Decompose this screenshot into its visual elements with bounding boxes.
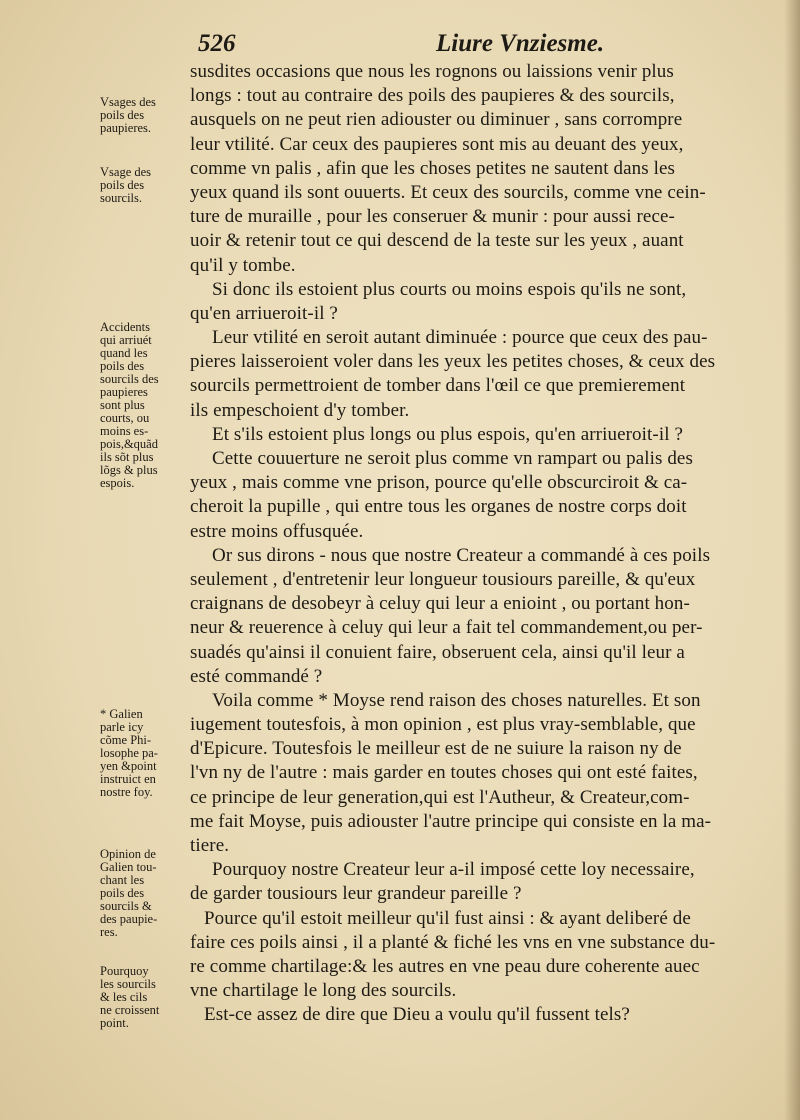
text-line: re comme chartilage:& les autres en vne peau dure coherente auec xyxy=(190,955,700,977)
margin-note-line: espois. xyxy=(100,476,135,490)
text-line: Est-ce assez de dire que Dieu a voulu qu'il fussent tels? xyxy=(204,1004,630,1026)
margin-note xyxy=(100,708,188,799)
text-line: ce principe de leur generation,qui est l'Autheur, & Createur,com- xyxy=(190,786,690,808)
page-header xyxy=(198,30,758,64)
margin-note xyxy=(100,848,188,939)
margin-note-line: instruict en xyxy=(100,772,156,786)
text-line: estre moins offusquée. xyxy=(190,520,364,542)
page-number: 526 xyxy=(198,30,236,57)
margin-note-line: point. xyxy=(100,1016,129,1030)
text-line: Pource qu'il estoit meilleur qu'il fust ainsi : & ayant deliberé de xyxy=(204,907,691,929)
text-line: Cette couuerture ne seroit plus comme vn rampart ou palis des xyxy=(212,448,693,469)
text-line: esté commandé ? xyxy=(190,665,323,687)
margin-note-line: parle icy xyxy=(100,720,144,734)
margin-note-line: Opinion de xyxy=(100,847,156,861)
text-line: de garder tousiours leur grandeur pareille ? xyxy=(190,883,522,905)
text-line: me fait Moyse, puis adiouster l'autre principe qui consiste en la ma- xyxy=(190,810,712,832)
margin-note-line: res. xyxy=(100,925,118,939)
margin-note-line: nostre foy. xyxy=(100,785,153,799)
text-line: l'vn ny de l'autre : mais garder en toutes choses qui ont esté faites, xyxy=(190,762,698,784)
text-line: Pourquoy nostre Createur leur a-il imposé cette loy necessaire, xyxy=(212,859,695,881)
text-line: sourcils permettroient de tomber dans l'œil ce que premierement xyxy=(190,375,686,397)
text-line: d'Epicure. Toutesfois le meilleur est de ne suiure la raison ny de xyxy=(190,738,682,760)
margin-note-line: sourcils des xyxy=(100,372,159,386)
margin-note-line: quand les xyxy=(100,346,148,360)
text-line: Or sus dirons - nous que nostre Createur a commandé à ces poils xyxy=(212,544,711,566)
margin-note-line: pois,&quãd xyxy=(100,437,158,451)
text-line: longs : tout au contraire des poils des paupieres & des sourcils, xyxy=(190,85,675,107)
margin-note xyxy=(100,965,188,1030)
margin-note-line: Vsages des xyxy=(100,95,156,109)
text-line: pieres laisseroient voler dans les yeux les petites choses, & ceux des xyxy=(190,351,716,373)
margin-note-line: poils des xyxy=(100,359,145,373)
text-line: ils empeschoient d'y tomber. xyxy=(190,399,410,421)
margin-note-line: les sourcils xyxy=(100,977,156,991)
margin-note-line: lõgs & plus xyxy=(100,463,158,477)
margin-note-line: sourcils & xyxy=(100,899,152,913)
text-line: susdites occasions que nous les rognons ou laissions venir plus xyxy=(190,61,674,82)
margin-note-line: des paupie- xyxy=(100,912,158,926)
text-line: comme vn palis , afin que les choses petites ne sautent dans les xyxy=(190,157,675,179)
margin-note-line: ne croissent xyxy=(100,1003,160,1017)
margin-note-line: chant les xyxy=(100,873,145,887)
text-line: Si donc ils estoient plus courts ou moins espois qu'ils ne sont, xyxy=(212,278,687,300)
margin-note-line: poils des xyxy=(100,886,145,900)
margin-note-line: & les cils xyxy=(100,990,148,1004)
margin-note-line: yen &point xyxy=(100,759,157,773)
margin-note-line: poils des xyxy=(100,108,145,122)
margin-note-line: courts, ou xyxy=(100,411,150,425)
text-line: suadés qu'ainsi il conuient faire, obseruent cela, ainsi qu'il leur a xyxy=(190,641,685,663)
text-line: qu'il y tombe. xyxy=(190,254,296,276)
margin-note-line: paupieres. xyxy=(100,121,152,135)
margin-note-line: paupieres xyxy=(100,385,148,399)
margin-note xyxy=(100,96,188,135)
margin-note-line: sourcils. xyxy=(100,191,143,205)
margin-note-line: qui arriuét xyxy=(100,333,152,347)
text-line: ausquels on ne peut rien adiouster ou diminuer , sans corrompre xyxy=(190,109,683,131)
text-line: cheroit la pupille , qui entre tous les organes de nostre corps doit xyxy=(190,496,687,518)
margin-note xyxy=(100,321,188,490)
text-line: Voila comme * Moyse rend raison des choses naturelles. Et son xyxy=(212,689,701,711)
margin-note-line: Pourquoy xyxy=(100,964,149,978)
text-line: leur vtilité. Car ceux des paupieres sont mis au deuant des yeux, xyxy=(190,133,684,155)
margin-note-line: Galien tou- xyxy=(100,860,157,874)
text-line: neur & reuerence à celuy qui leur a fait tel commandement,ou per- xyxy=(190,617,703,639)
margin-note-line: poils des xyxy=(100,178,145,192)
text-line: iugement toutesfois, à mon opinion , est plus vray-semblable, que xyxy=(190,714,696,736)
text-line: qu'en arriueroit-il ? xyxy=(190,302,338,324)
margin-note-line: cõme Phi- xyxy=(100,733,152,747)
margin-note-line: Accidents xyxy=(100,320,150,334)
text-line: craignans de desobeyr à celuy qui leur a enioint , ou portant hon- xyxy=(190,593,690,615)
text-line: Leur vtilité en seroit autant diminuée : pource que ceux des pau- xyxy=(212,327,708,349)
text-line: ture de muraille , pour les conseruer & munir : pour aussi rece- xyxy=(190,206,675,228)
margin-note-line: sont plus xyxy=(100,398,145,412)
text-line: faire ces poils ainsi , il a planté & fiché les vns en vne substance du- xyxy=(190,931,716,953)
running-title: Liure Vnziesme. xyxy=(436,30,605,57)
text-line: uoir & retenir tout ce qui descend de la teste sur les yeux , auant xyxy=(190,230,684,252)
text-line: Et s'ils estoient plus longs ou plus espois, qu'en arriueroit-il ? xyxy=(212,423,683,445)
text-line: yeux quand ils sont ouuerts. Et ceux des sourcils, comme vne cein- xyxy=(190,181,706,203)
text-line: yeux , mais comme vne prison, pource qu'elle obscurciroit & ca- xyxy=(190,472,688,494)
main-text-block xyxy=(190,60,790,1110)
margin-note-line: ils sõt plus xyxy=(100,450,154,464)
text-line: tiere. xyxy=(190,835,230,856)
margin-note-line: losophe pa- xyxy=(100,746,158,760)
text-line: seulement , d'entretenir leur longueur tousiours pareille, & qu'eux xyxy=(190,568,696,590)
margin-note-line: * Galien xyxy=(100,707,143,721)
margin-note xyxy=(100,166,188,205)
margin-note-line: moins es- xyxy=(100,424,149,438)
margin-note-line: Vsage des xyxy=(100,165,152,179)
text-line: vne chartilage le long des sourcils. xyxy=(190,980,457,1002)
